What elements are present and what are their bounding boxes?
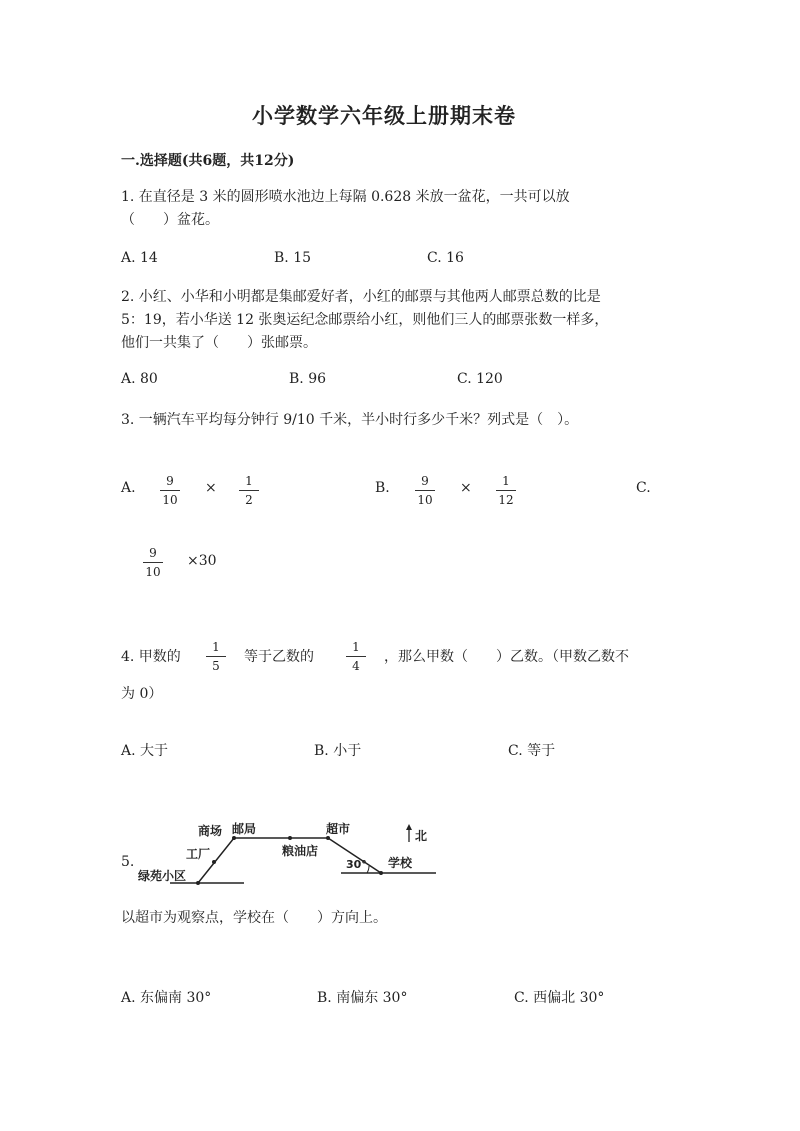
q2-text-line3: 他们一共集了（ ）张邮票。 — [121, 335, 317, 351]
q1-text-line1: 1. 在直径是 3 米的圆形喷水池边上每隔 0.628 米放一盆花，一共可以放 — [121, 189, 570, 205]
q4-option-b[interactable]: B. 小于 — [314, 743, 362, 759]
q5-option-c[interactable]: C. 西偏北 30° — [514, 990, 605, 1006]
q3-text: 3. 一辆汽车平均每分钟行 9/10 千米，半小时行多少千米？列式是（ ）。 — [121, 412, 579, 428]
q2-option-c[interactable]: C. 120 — [457, 371, 503, 387]
q5-number: 5. — [121, 854, 135, 870]
q1-text-line2: （ ）盆花。 — [121, 212, 219, 228]
q3-option-c-times30: ×30 — [187, 553, 217, 569]
q1-option-c[interactable]: C. 16 — [427, 250, 464, 266]
q3-option-a-fraction-1: 9 10 — [159, 474, 181, 507]
q3-option-b-fraction-1: 9 10 — [414, 474, 436, 507]
q3-option-c-fraction: 9 10 — [142, 546, 164, 579]
map-label-grain-store: 粮油店 — [282, 844, 319, 858]
q5-question-text: 以超市为观察点，学校在（ ）方向上。 — [121, 910, 387, 926]
section-heading: 一.选择题(共6题，共12分) — [121, 153, 295, 169]
q4-text-line2: 为 0） — [121, 686, 163, 702]
map-label-north: 北 — [415, 829, 428, 843]
q5-map-diagram — [136, 818, 446, 888]
q1-option-b[interactable]: B. 15 — [274, 250, 312, 266]
q5-option-b[interactable]: B. 南偏东 30° — [317, 990, 408, 1006]
q3-option-a-times: × — [205, 480, 217, 496]
q4-text-part1: 4. 甲数的 — [121, 649, 181, 665]
map-label-angle: 30° — [346, 858, 367, 871]
q2-option-a[interactable]: A. 80 — [121, 371, 158, 387]
q4-fraction-1: 1 5 — [205, 640, 227, 673]
map-label-community: 绿苑小区 — [138, 869, 187, 883]
map-label-mall: 商场 — [198, 824, 223, 838]
map-label-factory: 工厂 — [186, 847, 211, 861]
q3-option-b-times: × — [460, 480, 472, 496]
q3-option-a-fraction-2: 1 2 — [238, 474, 260, 507]
q3-option-b[interactable]: B. — [375, 480, 390, 496]
map-label-supermarket: 超市 — [326, 822, 351, 836]
q2-option-b[interactable]: B. 96 — [289, 371, 327, 387]
q3-option-b-fraction-2: 1 12 — [495, 474, 517, 507]
q4-text-part3: ，那么甲数（ ）乙数。（甲数乙数不 — [384, 649, 629, 665]
q4-fraction-2: 1 4 — [345, 640, 367, 673]
q4-text-part2: 等于乙数的 — [244, 649, 314, 665]
q4-option-c[interactable]: C. 等于 — [508, 743, 556, 759]
page-title: 小学数学六年级上册期末卷 — [252, 103, 516, 128]
q2-text-line2: 5：19，若小华送 12 张奥运纪念邮票给小红，则他们三人的邮票张数一样多， — [121, 312, 609, 328]
q1-option-a[interactable]: A. 14 — [121, 250, 158, 266]
q3-option-a[interactable]: A. — [121, 480, 136, 496]
q3-option-c[interactable]: C. — [636, 480, 651, 496]
map-label-post-office: 邮局 — [232, 822, 257, 836]
q5-option-a[interactable]: A. 东偏南 30° — [121, 990, 212, 1006]
q2-text-line1: 2. 小红、小华和小明都是集邮爱好者，小红的邮票与其他两人邮票总数的比是 — [121, 289, 601, 305]
map-label-school: 学校 — [388, 856, 413, 870]
q4-option-a[interactable]: A. 大于 — [121, 743, 169, 759]
